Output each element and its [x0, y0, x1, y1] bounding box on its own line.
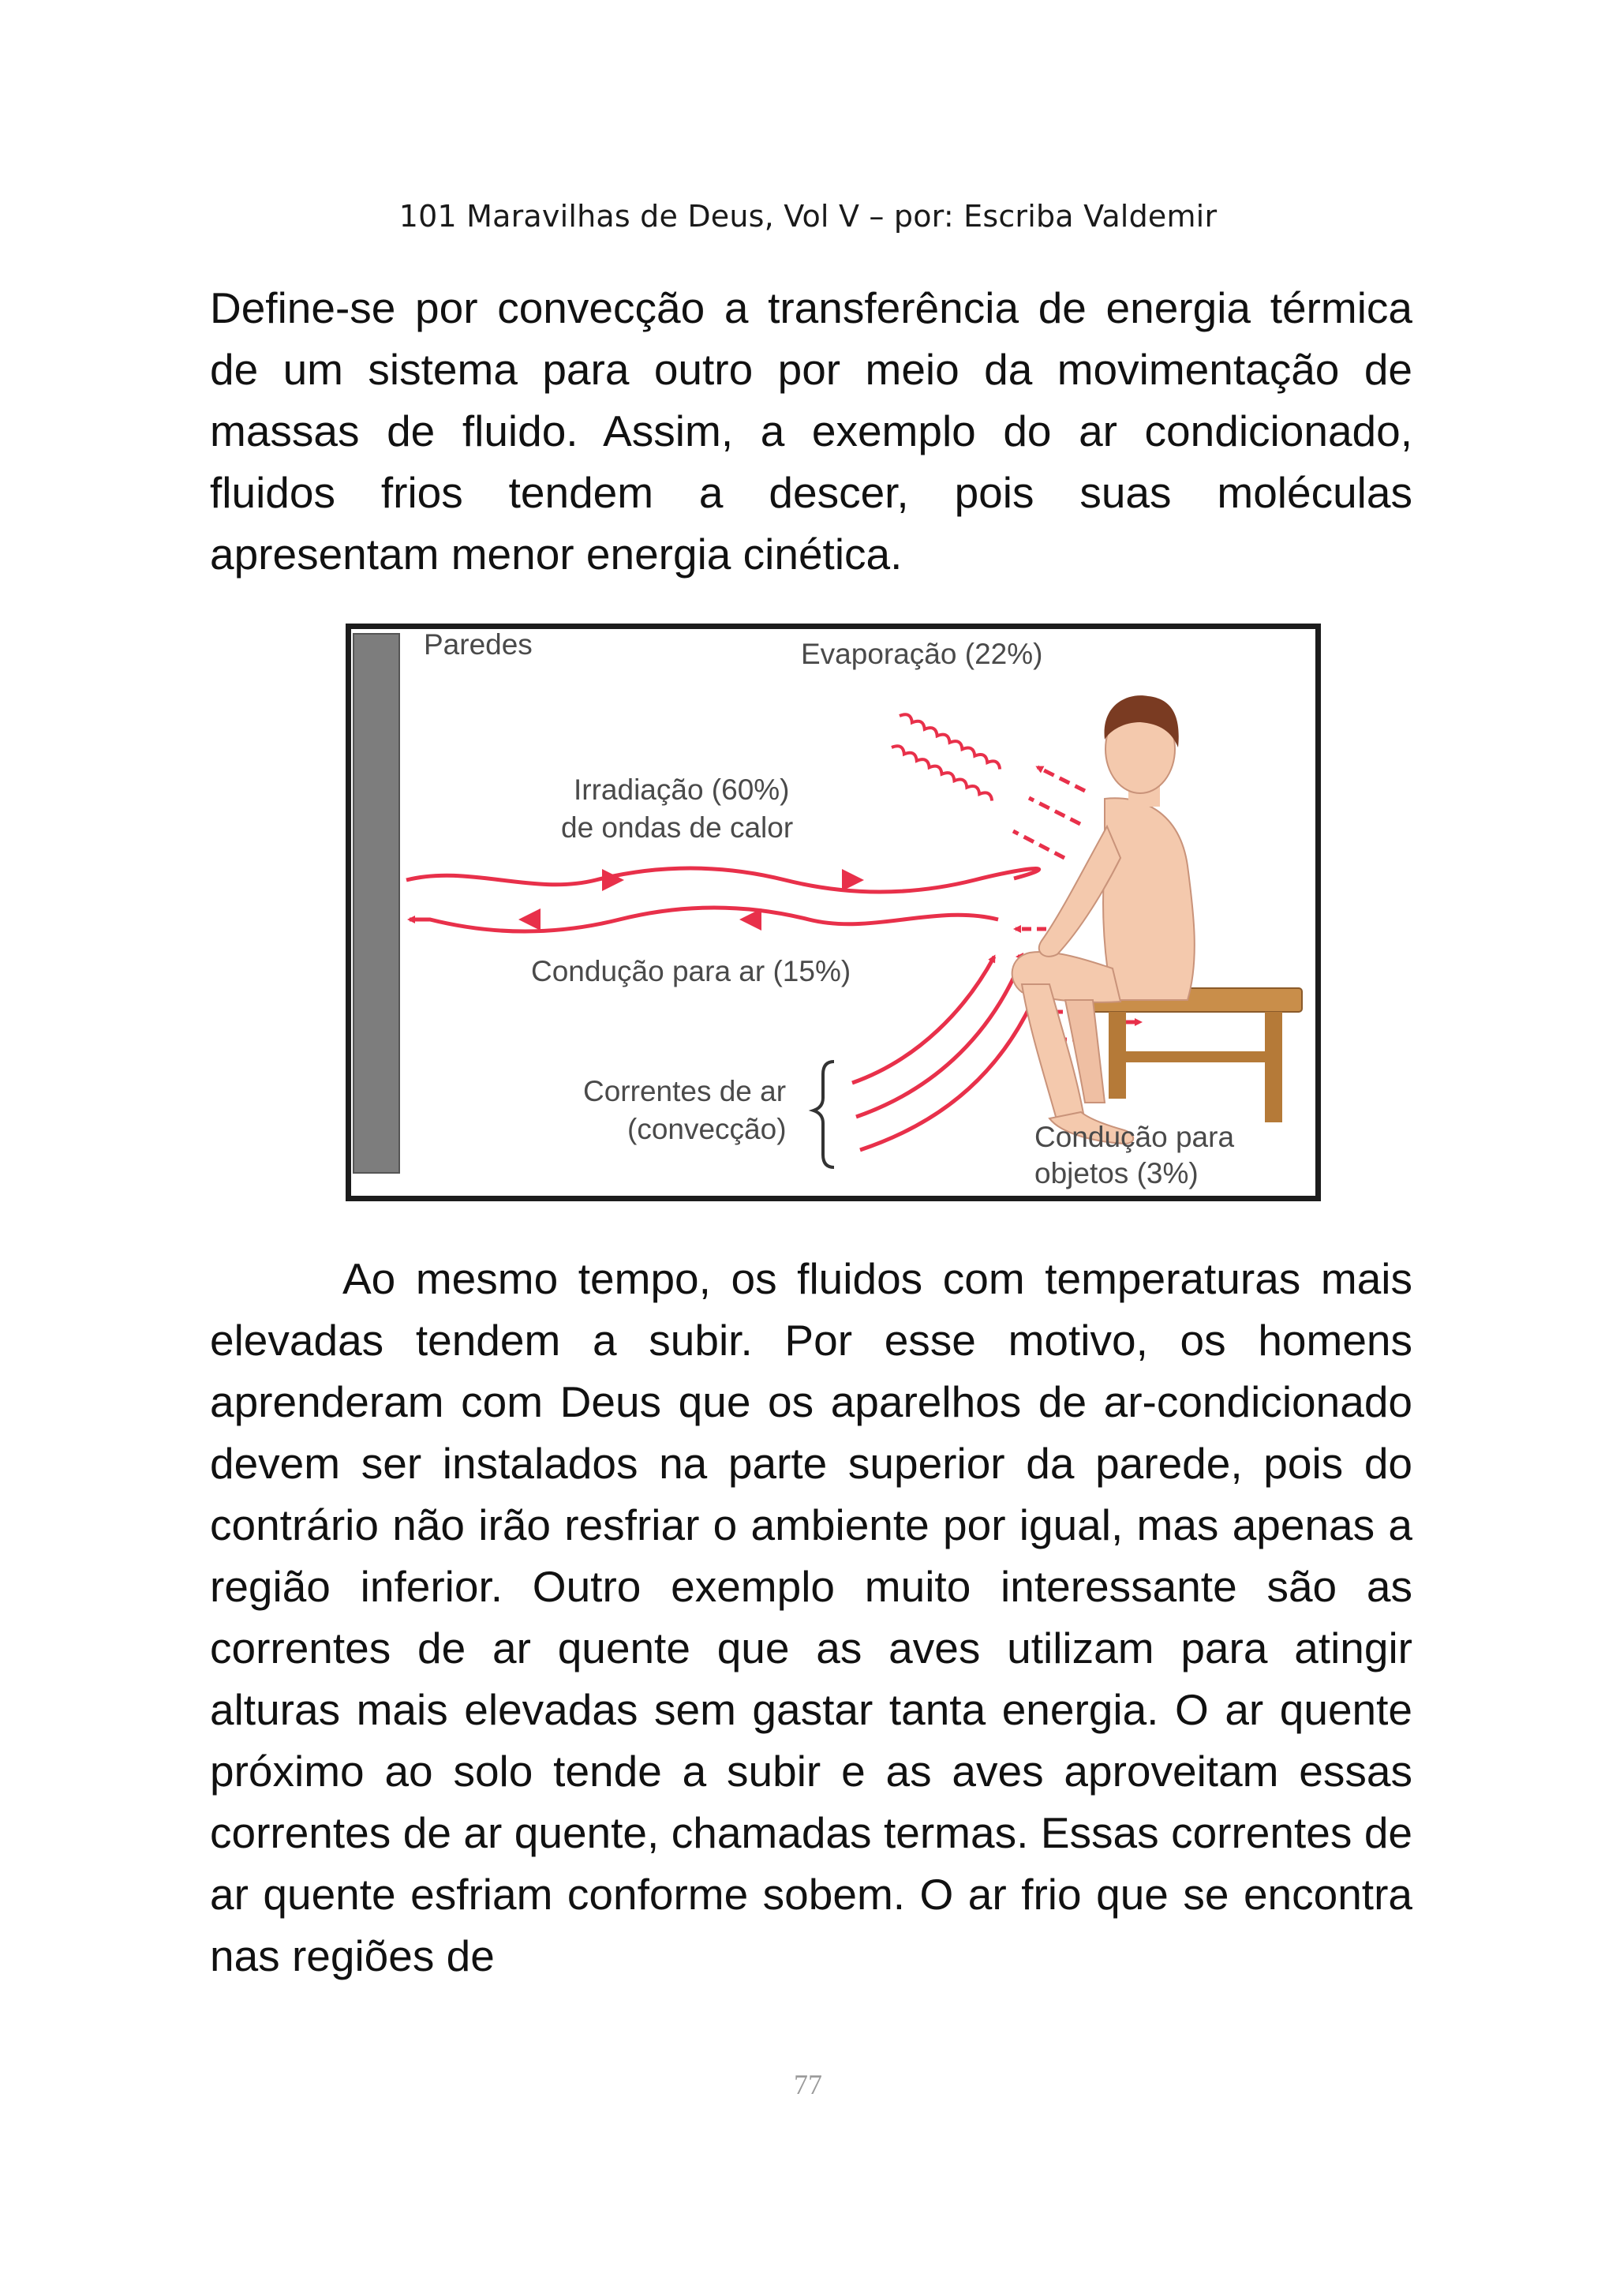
- evaporation-coil-1: [900, 712, 1002, 770]
- evaporation-coil-2: [892, 743, 994, 801]
- label-evaporation: Evaporação (22%): [801, 638, 1043, 670]
- diagram-illustration: [351, 629, 1315, 1196]
- radiation-arrowhead-3: [739, 908, 761, 931]
- radiation-wave-return: [410, 908, 998, 931]
- label-conduction-air: Condução para ar (15%): [531, 955, 851, 987]
- page-number: 77: [794, 2069, 822, 2100]
- label-currents-line1: Correntes de ar: [583, 1075, 787, 1107]
- radiation-arrowhead-1: [602, 869, 624, 891]
- label-radiation-line2: de ondas de calor: [561, 811, 794, 844]
- paragraph-convection-examples: Ao mesmo tempo, os fluidos com temperaturas mais elevadas tendem a subir. Por esse motivo, os homens aprenderam com Deus que os aparelhos de ar-condicionado devem ser instalados na parte superior da parede, pois do contrário não irão resfriar o ambiente por igual, mas apenas a região inferior. Outro exemplo muito interessante são as correntes de ar quente que as aves utilizam para atingir alturas mais elevadas sem gastar tanta energia. O ar quente próximo ao solo tende a subir e as aves aproveitam essas correntes de ar quente, chamadas termas. Essas correntes de ar quente esfriam conforme sobem. O ar frio que se encontra nas regiões de: [210, 1254, 1412, 1980]
- heat-loss-diagram: [346, 624, 1321, 1201]
- radiation-wave-outgoing: [406, 868, 1039, 892]
- label-radiation-line1: Irradiação (60%): [574, 773, 790, 806]
- label-currents-line2: (convecção): [627, 1113, 787, 1145]
- convection-brace: [814, 1062, 834, 1167]
- paragraph-convection-definition: Define-se por convecção a transferência de energia térmica de um sistema para outro por meio da movimentação de massas de fluido. Assim, a exemplo do ar condicionado, fluidos frios tendem a descer, pois suas moléculas apresentam menor energia cinética.: [210, 283, 1412, 579]
- stool: [1089, 988, 1302, 1122]
- convection-arrow-2: [856, 968, 1018, 1117]
- label-walls: Paredes: [424, 628, 533, 661]
- running-header: 101 Maravilhas de Deus, Vol V – por: Escriba Valdemir: [398, 199, 1218, 234]
- convection-arrow-1: [852, 957, 994, 1083]
- wall-shape: [354, 634, 399, 1173]
- radiation-arrowhead-2: [842, 869, 864, 891]
- label-conduction-objects-line1: Condução para: [1034, 1121, 1235, 1153]
- seated-person: [1012, 695, 1195, 1144]
- label-conduction-objects-line2: objetos (3%): [1034, 1157, 1199, 1189]
- radiation-arrowhead-4: [518, 908, 541, 931]
